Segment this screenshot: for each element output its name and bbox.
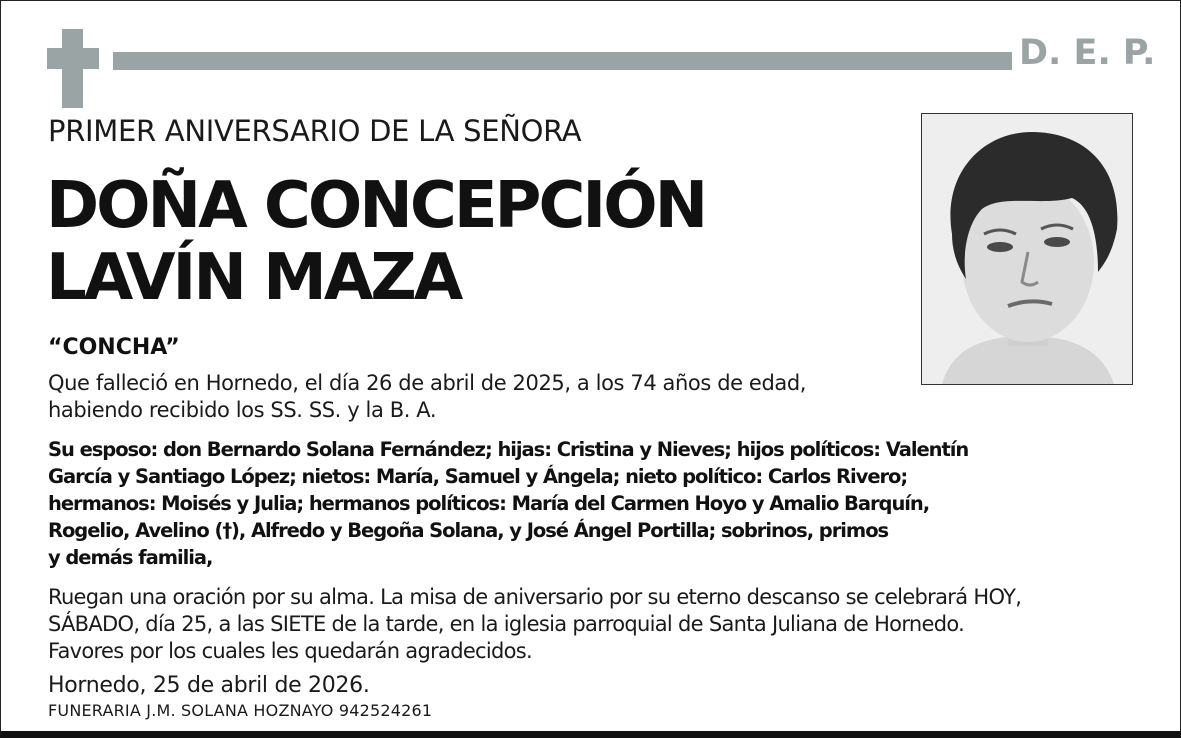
deceased-name xyxy=(46,170,705,314)
mass-line: SÁBADO, día 25, a las SIETE de la tarde, en la iglesia parroquial de Santa Juliana de Hornedo. xyxy=(48,612,965,636)
place-date: Hornedo, 25 de abril de 2026. xyxy=(48,673,370,698)
death-line: habiendo recibido los SS. SS. y la B. A. xyxy=(48,398,437,422)
funeral-home: FUNERARIA J.M. SOLANA HOZNAYO 942524261 xyxy=(48,701,433,720)
family-line: Su esposo: don Bernardo Solana Fernández; hijas: Cristina y Nieves; hijos políticos: Valentín xyxy=(48,438,969,461)
portrait-image xyxy=(922,114,1132,384)
notice-subtitle: PRIMER ANIVERSARIO DE LA SEÑORA xyxy=(48,114,582,148)
family-line: hermanos: Moisés y Julia; hermanos políticos: María del Carmen Hoyo y Amalio Barquín, xyxy=(48,492,930,515)
death-line: Que falleció en Hornedo, el día 26 de abril de 2025, a los 74 años de edad, xyxy=(48,371,807,395)
name-line-2: LAVÍN MAZA xyxy=(46,241,461,315)
name-line-1: DOÑA CONCEPCIÓN xyxy=(46,169,706,243)
family-line: y demás familia, xyxy=(48,546,213,569)
mass-line: Ruegan una oración por su alma. La misa de aniversario por su eterno descanso se celebrará HOY, xyxy=(48,585,1022,609)
mass-paragraph xyxy=(48,584,1021,665)
mass-line: Favores por los cuales les quedarán agradecidos. xyxy=(48,639,533,663)
header-rule xyxy=(113,52,1012,70)
family-line: Rogelio, Avelino (†), Alfredo y Begoña Solana, y José Ángel Portilla; sobrinos, primos xyxy=(48,519,889,542)
death-paragraph xyxy=(48,370,806,424)
nickname: “CONCHA” xyxy=(48,335,180,360)
family-paragraph xyxy=(48,436,968,571)
portrait-photo xyxy=(921,113,1133,385)
family-line: García y Santiago López; nietos: María, Samuel y Ángela; nieto político: Carlos Rivero; xyxy=(48,465,908,488)
dep-label: D. E. P. xyxy=(1019,33,1156,73)
